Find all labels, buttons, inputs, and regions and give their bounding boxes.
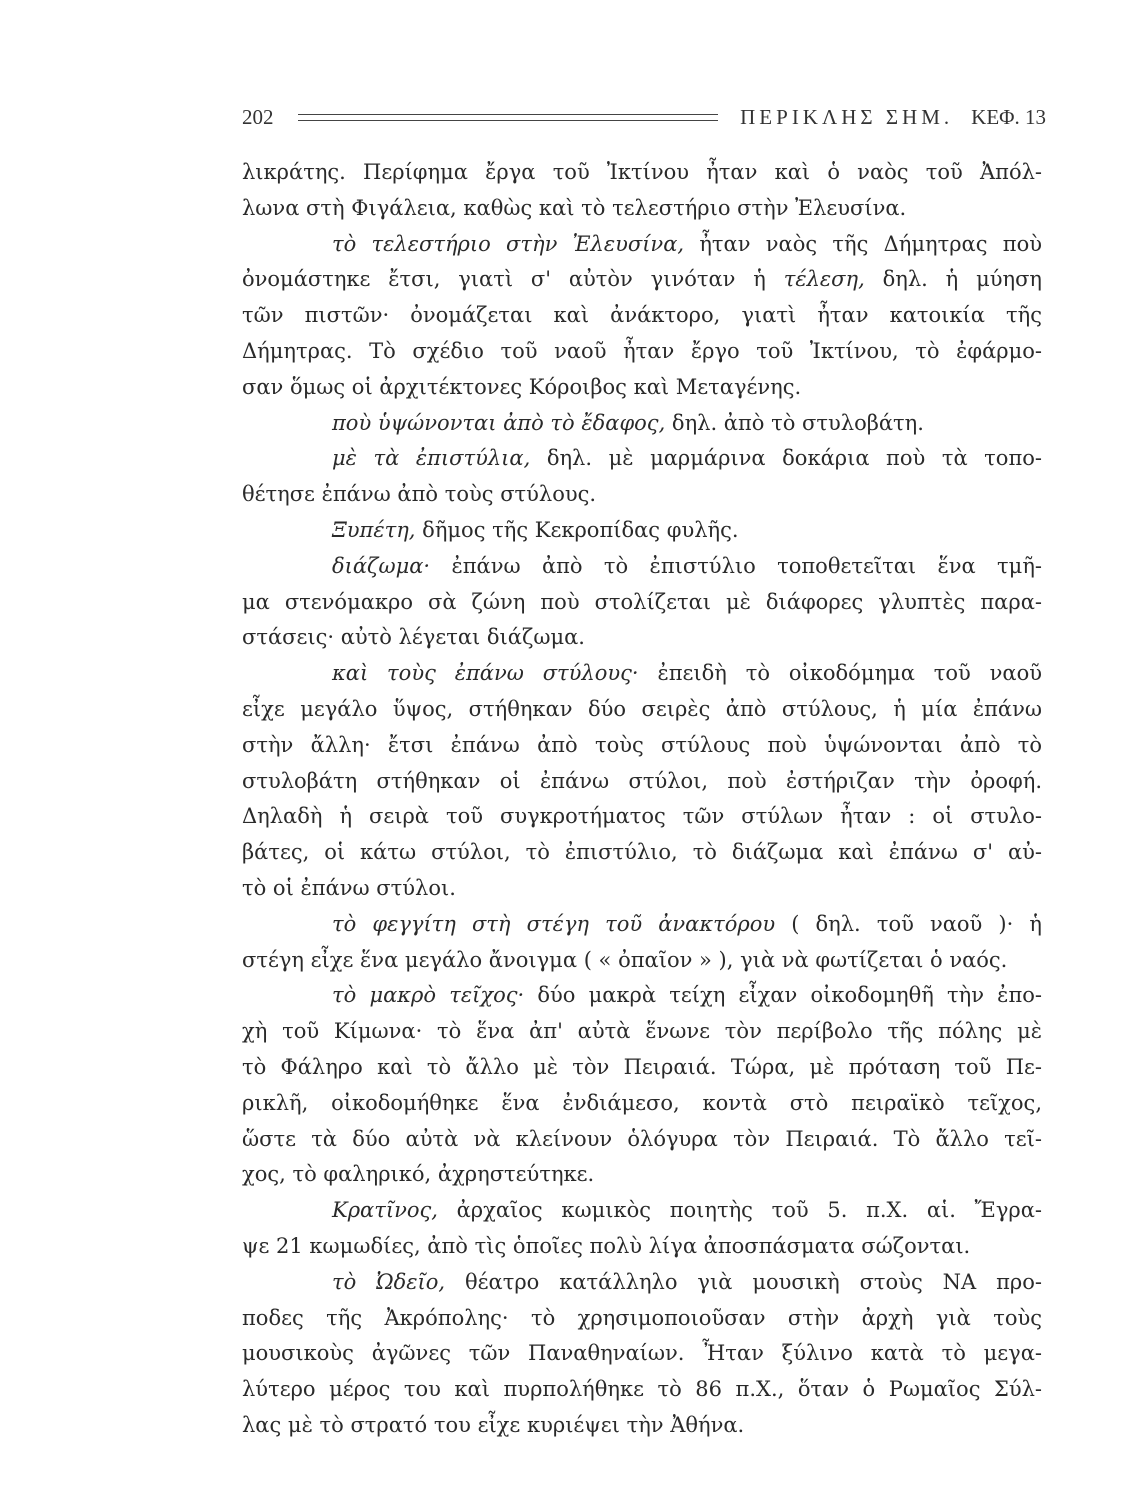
commentary-segment: τὸ οἱ ἐπάνω στύλοι. <box>242 875 456 900</box>
text-line <box>242 549 1042 585</box>
page-header <box>242 97 1046 137</box>
text-line <box>242 799 1042 835</box>
text-line <box>242 406 1042 442</box>
text-line <box>242 620 1042 656</box>
commentary-segment: λας μὲ τὸ στρατό του εἶχε κυριέψει τὴν Ἀθήνα. <box>242 1412 745 1437</box>
lemma-text: Ξυπέτη, <box>332 517 416 542</box>
commentary-segment: λωνα στὴ Φιγάλεια, καθὼς καὶ τὸ τελεστήριο στὴν Ἐλευσίνα. <box>242 195 907 220</box>
commentary-segment: ἦταν ναὸς τῆς Δήμητρας ποὺ <box>684 231 1042 256</box>
commentary-segment: ἀρχαῖος κωμικὸς ποιητὴς τοῦ 5. π.Χ. αἱ. Ἔγρα- <box>437 1198 1042 1223</box>
commentary-segment: χὴ τοῦ Κίμωνα· τὸ ἕνα ἀπ' αὐτὰ ἕνωνε τὸν περίβολο τῆς πόλης μὲ <box>242 1019 1042 1044</box>
text-line <box>242 262 1042 298</box>
lemma-text: καὶ τοὺς ἐπάνω στύλους· <box>332 661 639 686</box>
lemma-text: μὲ τὰ ἐπιστύλια, <box>332 446 531 471</box>
text-line <box>242 513 1042 549</box>
text-line <box>242 477 1042 513</box>
text-line <box>242 585 1042 621</box>
text-line <box>242 227 1042 263</box>
commentary-segment: σαν ὅμως οἱ ἀρχιτέκτονες Κόροιβος καὶ Μεταγένης. <box>242 374 802 399</box>
text-line <box>242 1229 1042 1265</box>
commentary-segment: λύτερο μέρος του καὶ πυρπολήθηκε τὸ 86 π.Χ., ὅταν ὁ Ρωμαῖος Σύλ- <box>242 1377 1042 1402</box>
commentary-segment: βάτες, οἱ κάτω στύλοι, τὸ ἐπιστύλιο, τὸ διάζωμα καὶ ἐπάνω σ' αὐ- <box>242 840 1042 865</box>
text-line <box>242 656 1042 692</box>
commentary-segment: στέγη εἶχε ἕνα μεγάλο ἄνοιγμα ( « ὀπαῖον » ), γιὰ νὰ φωτίζεται ὁ ναός. <box>242 947 1008 972</box>
text-line <box>242 298 1042 334</box>
text-line <box>242 943 1042 979</box>
text-line <box>242 1372 1042 1408</box>
commentary-segment: τῶν πιστῶν· ὀνομάζεται καὶ ἀνάκτορο, γιατὶ ἦταν κατοικία τῆς <box>242 303 1042 328</box>
commentary-segment: ποδες τῆς Ἀκρόπολης· τὸ χρησιμοποιοῦσαν στὴν ἀρχὴ γιὰ τοὺς <box>242 1305 1042 1330</box>
chapter-label: ΚΕΦ. 13 <box>971 104 1046 129</box>
commentary-text <box>242 155 1042 1444</box>
commentary-segment: μουσικοὺς ἀγῶνες τῶν Παναθηναίων. Ἦταν ξύλινο κατὰ τὸ μεγα- <box>242 1341 1042 1366</box>
text-line <box>242 370 1042 406</box>
commentary-segment: θέτησε ἐπάνω ἀπὸ τοὺς στύλους. <box>242 482 597 507</box>
lemma-text: τὸ τελεστήριο στὴν Ἐλευσίνα, <box>332 231 685 256</box>
lemma-text: τέλεση, <box>783 267 865 292</box>
text-line <box>242 1014 1042 1050</box>
commentary-segment: θέατρο κατάλληλο γιὰ μουσικὴ στοὺς ΝΑ προ- <box>445 1269 1042 1294</box>
commentary-segment: δύο μακρὰ τείχη εἶχαν οἰκοδομηθῆ τὴν ἐπο- <box>524 983 1042 1008</box>
text-line <box>242 155 1042 191</box>
text-line <box>242 1086 1042 1122</box>
commentary-segment: δῆμος τῆς Κεκροπίδας φυλῆς. <box>415 517 739 542</box>
commentary-segment: δηλ. μὲ μαρμάρινα δοκάρια ποὺ τὰ τοπο- <box>530 446 1042 471</box>
commentary-segment: ὀνομάστηκε ἔτσι, γιατὶ σ' αὐτὸν γινόταν ἡ <box>242 267 784 292</box>
running-head: ΠΕΡΙΚΛΗΣ ΣΗΜ. <box>740 104 954 129</box>
commentary-segment: ὥστε τὰ δύο αὐτὰ νὰ κλείνουν ὁλόγυρα τὸν Πειραιά. Τὸ ἄλλο τεῖ- <box>242 1126 1042 1151</box>
lemma-text: τὸ μακρὸ τεῖχος· <box>332 983 525 1008</box>
lemma-text: διάζωμα· <box>332 553 431 578</box>
commentary-segment: στυλοβάτη στήθηκαν οἱ ἐπάνω στύλοι, ποὺ ἐστήριζαν τὴν ὀροφή. <box>242 768 1042 793</box>
lemma-text: Κρατῖνος, <box>332 1198 438 1223</box>
commentary-segment: τὸ Φάληρο καὶ τὸ ἄλλο μὲ τὸν Πειραιά. Τώρα, μὲ πρόταση τοῦ Πε- <box>242 1054 1042 1079</box>
text-line <box>242 907 1042 943</box>
lemma-text: τὸ φεγγίτη στὴ στέγη τοῦ ἀνακτόρου <box>332 911 776 936</box>
text-line <box>242 441 1042 477</box>
text-line <box>242 1157 1042 1193</box>
commentary-segment: ( δηλ. τοῦ ναοῦ )· ἡ <box>775 911 1042 936</box>
lemma-text: τὸ Ὠδεῖο, <box>332 1269 446 1294</box>
commentary-segment: Δήμητρας. Τὸ σχέδιο τοῦ ναοῦ ἦταν ἔργο τοῦ Ἰκτίνου, τὸ ἐφάρμο- <box>242 338 1042 363</box>
text-line <box>242 764 1042 800</box>
text-line <box>242 1301 1042 1337</box>
commentary-segment: λικράτης. Περίφημα ἔργα τοῦ Ἰκτίνου ἦταν καὶ ὁ ναὸς τοῦ Ἀπόλ- <box>242 160 1042 184</box>
commentary-segment: ἐπάνω ἀπὸ τὸ ἐπιστύλιο τοποθετεῖται ἕνα τμῆ- <box>430 553 1042 578</box>
commentary-segment: δηλ. ἡ μύηση <box>864 267 1042 292</box>
commentary-segment: χος, τὸ φαληρικό, ἀχρηστεύτηκε. <box>242 1162 595 1187</box>
text-line <box>242 1408 1042 1444</box>
text-line <box>242 978 1042 1014</box>
text-line <box>242 728 1042 764</box>
text-line <box>242 1336 1042 1372</box>
text-line <box>242 1122 1042 1158</box>
commentary-segment: ρικλῆ, οἰκοδομήθηκε ἕνα ἐνδιάμεσο, κοντὰ στὸ πειραϊκὸ τεῖχος, <box>242 1090 1042 1115</box>
text-line <box>242 334 1042 370</box>
commentary-segment: ἐπειδὴ τὸ οἰκοδόμημα τοῦ ναοῦ <box>638 661 1042 686</box>
lemma-text: ποὺ ὑψώνονται ἀπὸ τὸ ἔδαφος, <box>332 410 666 435</box>
text-line <box>242 871 1042 907</box>
commentary-segment: δηλ. ἀπὸ τὸ στυλοβάτη. <box>665 410 924 435</box>
commentary-segment: στάσεις· αὐτὸ λέγεται διάζωμα. <box>242 625 585 650</box>
commentary-segment: Δηλαδὴ ἡ σειρὰ τοῦ συγκροτήματος τῶν στύλων ἦταν : οἱ στυλο- <box>242 804 1042 829</box>
commentary-segment: εἶχε μεγάλο ὕψος, στήθηκαν δύο σειρὲς ἀπὸ στύλους, ἡ μία ἐπάνω <box>242 696 1042 721</box>
commentary-segment: στὴν ἄλλη· ἔτσι ἐπάνω ἀπὸ τοὺς στύλους ποὺ ὑψώνονται ἀπὸ τὸ <box>242 732 1042 757</box>
text-line <box>242 1050 1042 1086</box>
text-line <box>242 692 1042 728</box>
commentary-segment: ψε 21 κωμωδίες, ἀπὸ τὶς ὁποῖες πολὺ λίγα ἀποσπάσματα σώζονται. <box>242 1233 971 1258</box>
text-line <box>242 191 1042 227</box>
header-rule <box>298 114 718 121</box>
page-number: 202 <box>242 104 274 129</box>
text-line <box>242 835 1042 871</box>
text-line <box>242 1265 1042 1301</box>
text-line <box>242 1193 1042 1229</box>
commentary-segment: μα στενόμακρο σὰ ζώνη ποὺ στολίζεται μὲ διάφορες γλυπτὲς παρα- <box>242 589 1042 614</box>
